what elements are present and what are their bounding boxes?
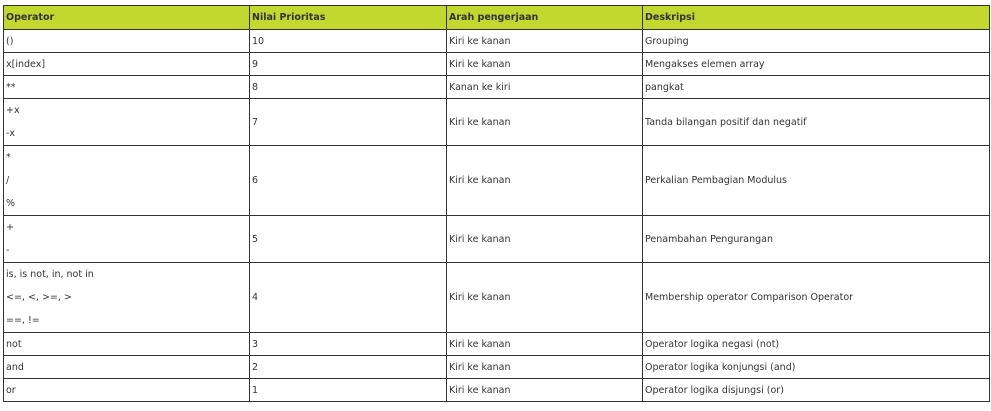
operator-precedence-table [3,5,990,402]
table-row [4,76,990,99]
operator-text: -x [6,128,16,139]
table-row [4,99,990,146]
header-operator: Operator [4,6,250,30]
description-cell: Operator logika negasi (not) [643,333,990,356]
priority-cell: 10 [250,30,447,53]
operator-cell [4,99,250,146]
operator-text: % [6,198,16,209]
table-row [4,30,990,53]
description-cell: pangkat [643,76,990,99]
table-row [4,146,990,216]
direction-cell: Kiri ke kanan [447,99,643,146]
operator-cell [4,146,250,216]
direction-cell: Kiri ke kanan [447,146,643,216]
operator-cell [4,216,250,263]
priority-cell: 3 [250,333,447,356]
priority-cell: 2 [250,356,447,379]
description-cell: Membership operator Comparison Operator [643,263,990,333]
priority-cell: 5 [250,216,447,263]
direction-cell: Kiri ke kanan [447,263,643,333]
operator-cell [4,263,250,333]
operator-text: is, is not, in, not in [6,269,94,280]
priority-cell: 9 [250,53,447,76]
operator-cell [4,379,250,402]
direction-cell: Kiri ke kanan [447,379,643,402]
operator-cell [4,333,250,356]
direction-cell: Kiri ke kanan [447,356,643,379]
operator-text: +x [6,105,20,116]
operator-cell [4,356,250,379]
header-description: Deskripsi [643,6,990,30]
description-cell: Penambahan Pengurangan [643,216,990,263]
direction-cell: Kanan ke kiri [447,76,643,99]
operator-text: ** [6,81,16,93]
header-direction: Arah pengerjaan [447,6,643,30]
description-cell: Grouping [643,30,990,53]
priority-cell: 1 [250,379,447,402]
header-row [4,6,990,30]
operator-text: + [6,222,14,233]
table-row [4,216,990,263]
table-row [4,263,990,333]
operator-text: or [6,384,16,396]
description-cell: Perkalian Pembagian Modulus [643,146,990,216]
operator-text: * [6,152,11,163]
direction-cell: Kiri ke kanan [447,216,643,263]
operator-text: <=, <, >=, > [6,292,72,303]
operator-text: x[index] [6,58,46,70]
operator-text: / [6,175,10,186]
operator-cell [4,30,250,53]
direction-cell: Kiri ke kanan [447,53,643,76]
operator-text: () [6,35,14,47]
table-row [4,53,990,76]
operator-text: - [6,245,10,256]
direction-cell: Kiri ke kanan [447,30,643,53]
operator-cell [4,53,250,76]
description-cell: Mengakses elemen array [643,53,990,76]
priority-cell: 4 [250,263,447,333]
header-priority: Nilai Prioritas [250,6,447,30]
table-row [4,333,990,356]
operator-text: and [6,361,24,373]
description-cell: Operator logika disjungsi (or) [643,379,990,402]
priority-cell: 6 [250,146,447,216]
table-row [4,379,990,402]
priority-cell: 8 [250,76,447,99]
priority-cell: 7 [250,99,447,146]
table-row [4,356,990,379]
direction-cell: Kiri ke kanan [447,333,643,356]
description-cell: Operator logika konjungsi (and) [643,356,990,379]
description-cell: Tanda bilangan positif dan negatif [643,99,990,146]
operator-text: ==, != [6,315,40,326]
operator-cell [4,76,250,99]
operator-text: not [6,338,22,350]
